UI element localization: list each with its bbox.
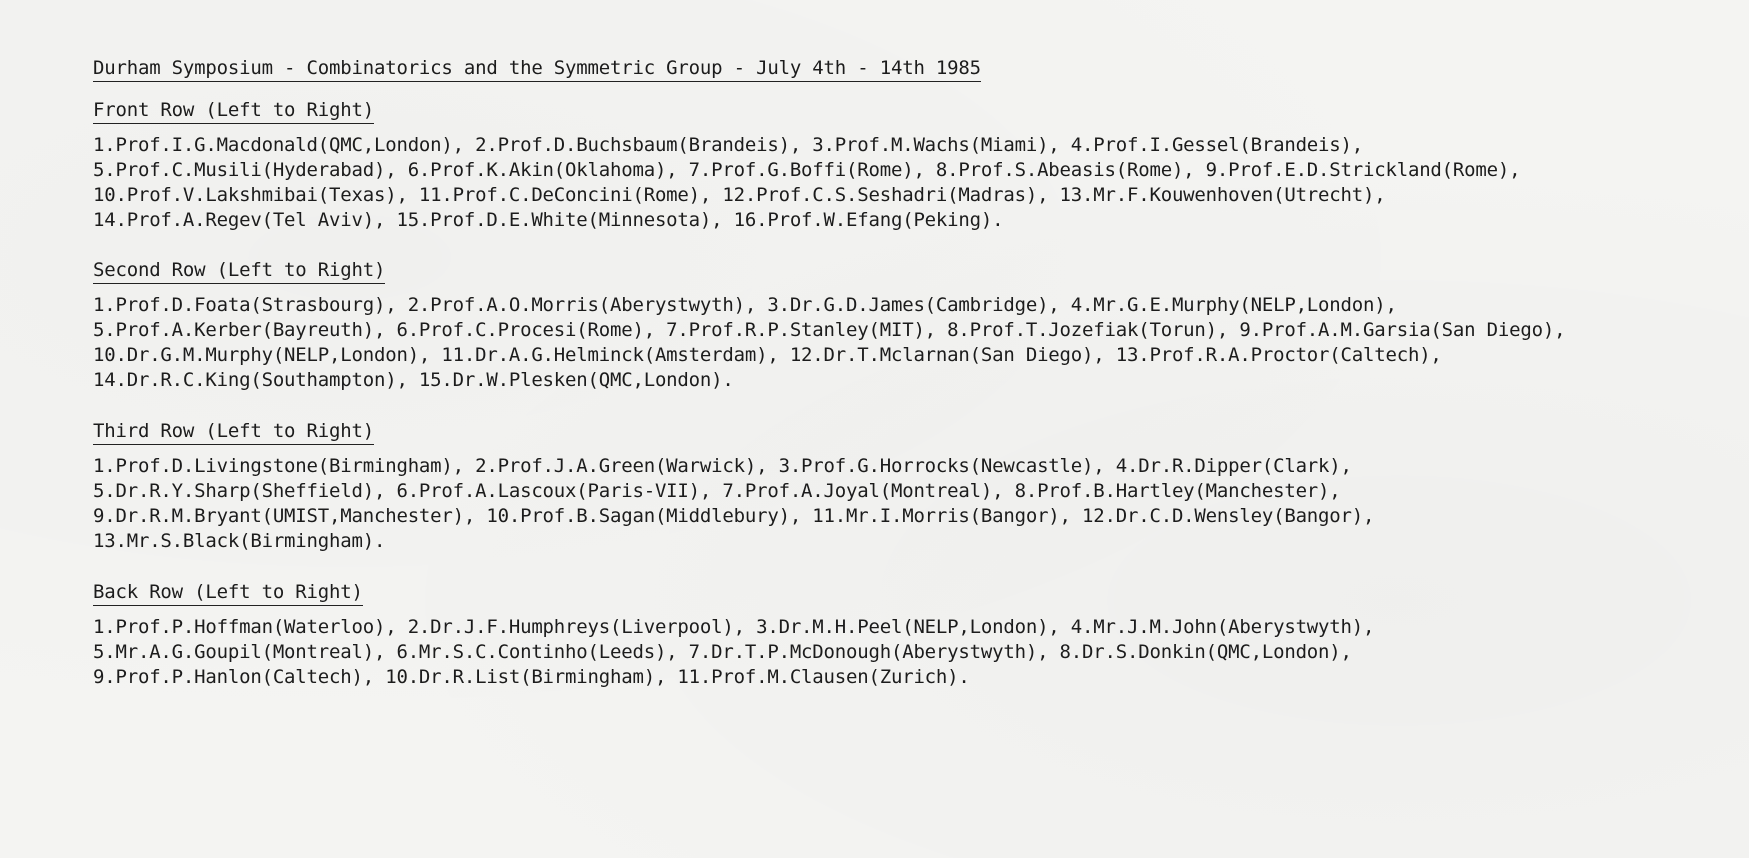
section-heading: Second Row (Left to Right) xyxy=(93,258,385,284)
name-line: 14.Dr.R.C.King(Southampton), 15.Dr.W.Plesken(QMC,London). xyxy=(93,369,734,391)
name-line: 1.Prof.I.G.Macdonald(QMC,London), 2.Prof.D.Buchsbaum(Brandeis), 3.Prof.M.Wachs(Miami), 4.Prof.I.Gessel(Brandeis), xyxy=(93,134,1364,156)
section-back-row xyxy=(93,580,1733,690)
section-body xyxy=(93,293,1733,393)
name-line: 1.Prof.P.Hoffman(Waterloo), 2.Dr.J.F.Humphreys(Liverpool), 3.Dr.M.H.Peel(NELP,London), 4.Mr.J.M.John(Aberystwyth), xyxy=(93,616,1375,638)
section-body xyxy=(93,454,1733,554)
name-line: 5.Mr.A.G.Goupil(Montreal), 6.Mr.S.C.Continho(Leeds), 7.Dr.T.P.McDonough(Aberystwyth), 8.Dr.S.Donkin(QMC,London), xyxy=(93,641,1352,663)
name-line: 13.Mr.S.Black(Birmingham). xyxy=(93,530,386,552)
section-second-row xyxy=(93,258,1733,393)
section-front-row xyxy=(93,98,1733,233)
name-line: 9.Prof.P.Hanlon(Caltech), 10.Dr.R.List(Birmingham), 11.Prof.M.Clausen(Zurich). xyxy=(93,666,970,688)
section-heading: Third Row (Left to Right) xyxy=(93,419,374,445)
name-line: 5.Prof.A.Kerber(Bayreuth), 6.Prof.C.Procesi(Rome), 7.Prof.R.P.Stanley(MIT), 8.Prof.T.Jozefiak(Torun), 9.Prof.A.M.Garsia(San Diego), xyxy=(93,319,1566,341)
document-body xyxy=(93,56,1733,690)
section-heading: Front Row (Left to Right) xyxy=(93,98,374,124)
name-line: 5.Prof.C.Musili(Hyderabad), 6.Prof.K.Akin(Oklahoma), 7.Prof.G.Boffi(Rome), 8.Prof.S.Abeasis(Rome), 9.Prof.E.D.Strickland(Rome), xyxy=(93,159,1521,181)
section-heading: Back Row (Left to Right) xyxy=(93,580,363,606)
section-third-row xyxy=(93,419,1733,554)
name-line: 10.Dr.G.M.Murphy(NELP,London), 11.Dr.A.G.Helminck(Amsterdam), 12.Dr.T.Mclarnan(San Diego), 13.Prof.R.A.Proctor(Caltech), xyxy=(93,344,1442,366)
section-body xyxy=(93,615,1733,690)
name-line: 1.Prof.D.Foata(Strasbourg), 2.Prof.A.O.Morris(Aberystwyth), 3.Dr.G.D.James(Cambridge), 4.Mr.G.E.Murphy(NELP,London), xyxy=(93,294,1397,316)
name-line: 10.Prof.V.Lakshmibai(Texas), 11.Prof.C.DeConcini(Rome), 12.Prof.C.S.Seshadri(Madras), 13.Mr.F.Kouwenhoven(Utrecht), xyxy=(93,184,1386,206)
name-line: 14.Prof.A.Regev(Tel Aviv), 15.Prof.D.E.White(Minnesota), 16.Prof.W.Efang(Peking). xyxy=(93,209,1004,231)
name-line: 9.Dr.R.M.Bryant(UMIST,Manchester), 10.Prof.B.Sagan(Middlebury), 11.Mr.I.Morris(Bangor), 12.Dr.C.D.Wensley(Bangor), xyxy=(93,505,1375,527)
document-title: Durham Symposium - Combinatorics and the Symmetric Group - July 4th - 14th 1985 xyxy=(93,56,981,82)
name-line: 5.Dr.R.Y.Sharp(Sheffield), 6.Prof.A.Lascoux(Paris-VII), 7.Prof.A.Joyal(Montreal), 8.Prof.B.Hartley(Manchester), xyxy=(93,480,1341,502)
name-line: 1.Prof.D.Livingstone(Birmingham), 2.Prof.J.A.Green(Warwick), 3.Prof.G.Horrocks(Newcastle), 4.Dr.R.Dipper(Clark), xyxy=(93,455,1352,477)
section-body xyxy=(93,133,1733,233)
